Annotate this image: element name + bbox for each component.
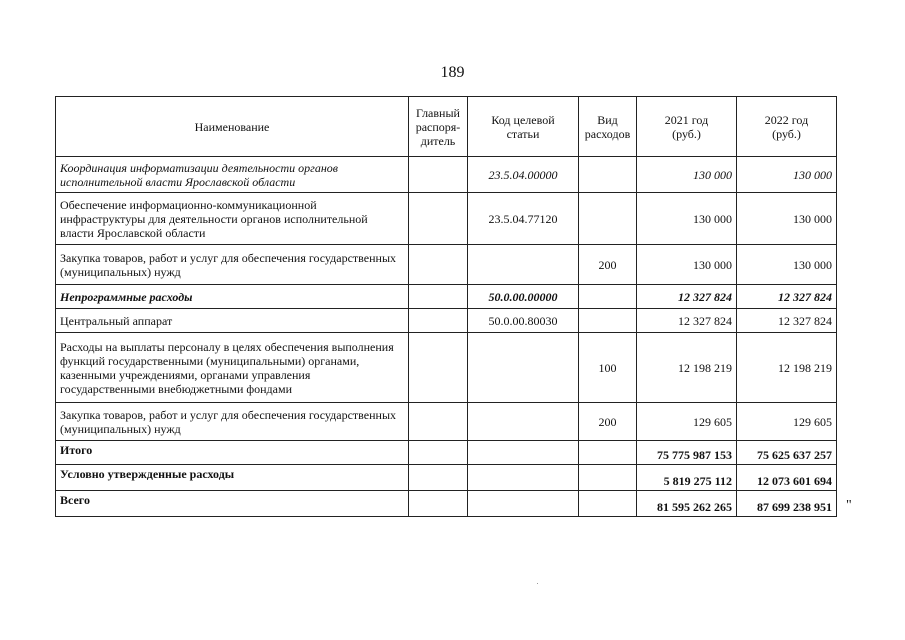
row-name: Всего [56,491,409,517]
row-amount-2022: 75 625 637 257 [737,441,837,465]
row-amount-2022: 130 000 [737,157,837,193]
header-vid-line-2: расходов [584,126,631,141]
header-code-line-2: статьи [506,126,540,141]
row-name: Закупка товаров, работ и услуг для обеспечения государственных (муниципальных) нужд [56,403,409,441]
header-expense-type [579,97,637,157]
row-amount-2021: 12 327 824 [637,309,737,333]
row-manager [409,285,468,309]
table-row-conditional [56,465,837,491]
row-code: 50.0.00.80030 [468,309,579,333]
row-manager [409,441,468,465]
row-amount-2022: 129 605 [737,403,837,441]
header-2021-line-1: 2021 год [664,112,709,127]
row-code [468,491,579,517]
row-name: Центральный аппарат [56,309,409,333]
row-name: Расходы на выплаты персоналу в целях обеспечения выполнения функций государственными (муниципальными) органами, казенными учреждениями, органами управления государственными внебюджетными фондами [56,333,409,403]
row-manager [409,465,468,491]
row-name: Обеспечение информационно-коммуникационной инфраструктуры для деятельности органов исполнительной власти Ярославской области [56,193,409,245]
table-row [56,193,837,245]
header-code-line-1: Код целевой [491,112,555,127]
row-manager [409,157,468,193]
table-row [56,309,837,333]
row-amount-2021: 75 775 987 153 [637,441,737,465]
row-code: 50.0.00.00000 [468,285,579,309]
header-gr-line-3: дитель [420,133,456,148]
table-header-row [56,97,837,157]
row-expense-type [579,465,637,491]
page-number: 189 [440,64,465,81]
row-manager [409,245,468,285]
row-amount-2021: 12 327 824 [637,285,737,309]
header-2022-line-2: (руб.) [772,126,801,141]
row-name: Закупка товаров, работ и услуг для обеспечения государственных (муниципальных) нужд [56,245,409,285]
row-amount-2022: 12 327 824 [737,285,837,309]
row-amount-2022: 87 699 238 951 [737,491,837,517]
budget-table [55,96,837,517]
row-code [468,441,579,465]
row-code [468,403,579,441]
row-code: 23.5.04.00000 [468,157,579,193]
header-2022-line-1: 2022 год [764,112,809,127]
row-code [468,465,579,491]
row-manager [409,403,468,441]
table-row [56,333,837,403]
header-gr-line-1: Главный [416,105,460,120]
row-name: Итого [56,441,409,465]
row-manager [409,193,468,245]
row-expense-type: 200 [579,403,637,441]
row-code [468,245,579,285]
row-amount-2021: 130 000 [637,245,737,285]
row-amount-2022: 12 198 219 [737,333,837,403]
table-row [56,285,837,309]
header-vid-line-1: Вид [597,112,618,127]
row-manager [409,491,468,517]
row-name: Непрограммные расходы [56,285,409,309]
row-amount-2022: 12 327 824 [737,309,837,333]
row-amount-2021: 130 000 [637,193,737,245]
row-expense-type [579,285,637,309]
row-name: Условно утвержденные расходы [56,465,409,491]
row-amount-2022: 12 073 601 694 [737,465,837,491]
row-expense-type [579,441,637,465]
row-amount-2022: 130 000 [737,245,837,285]
row-expense-type: 100 [579,333,637,403]
row-expense-type: 200 [579,245,637,285]
row-expense-type [579,157,637,193]
header-2021-line-2: (руб.) [672,126,701,141]
row-code: 23.5.04.77120 [468,193,579,245]
row-amount-2021: 130 000 [637,157,737,193]
row-amount-2022: 130 000 [737,193,837,245]
row-code [468,333,579,403]
table-row [56,403,837,441]
scan-speck [537,583,538,584]
header-year-2021 [637,97,737,157]
table-row [56,245,837,285]
row-manager [409,309,468,333]
table-row-total [56,441,837,465]
table-row-grand-total [56,491,837,517]
row-amount-2021: 129 605 [637,403,737,441]
row-amount-2021: 12 198 219 [637,333,737,403]
row-manager [409,333,468,403]
table-row [56,157,837,193]
row-amount-2021: 81 595 262 265 [637,491,737,517]
header-main-manager [409,97,468,157]
closing-quote: " [846,498,852,513]
row-name: Координация информатизации деятельности органов исполнительной власти Ярославской области [56,157,409,193]
row-amount-2021: 5 819 275 112 [637,465,737,491]
row-expense-type [579,491,637,517]
row-expense-type [579,193,637,245]
header-name: Наименование [56,97,409,157]
header-target-code [468,97,579,157]
header-year-2022 [737,97,837,157]
row-expense-type [579,309,637,333]
header-gr-line-2: распоря- [415,119,461,134]
